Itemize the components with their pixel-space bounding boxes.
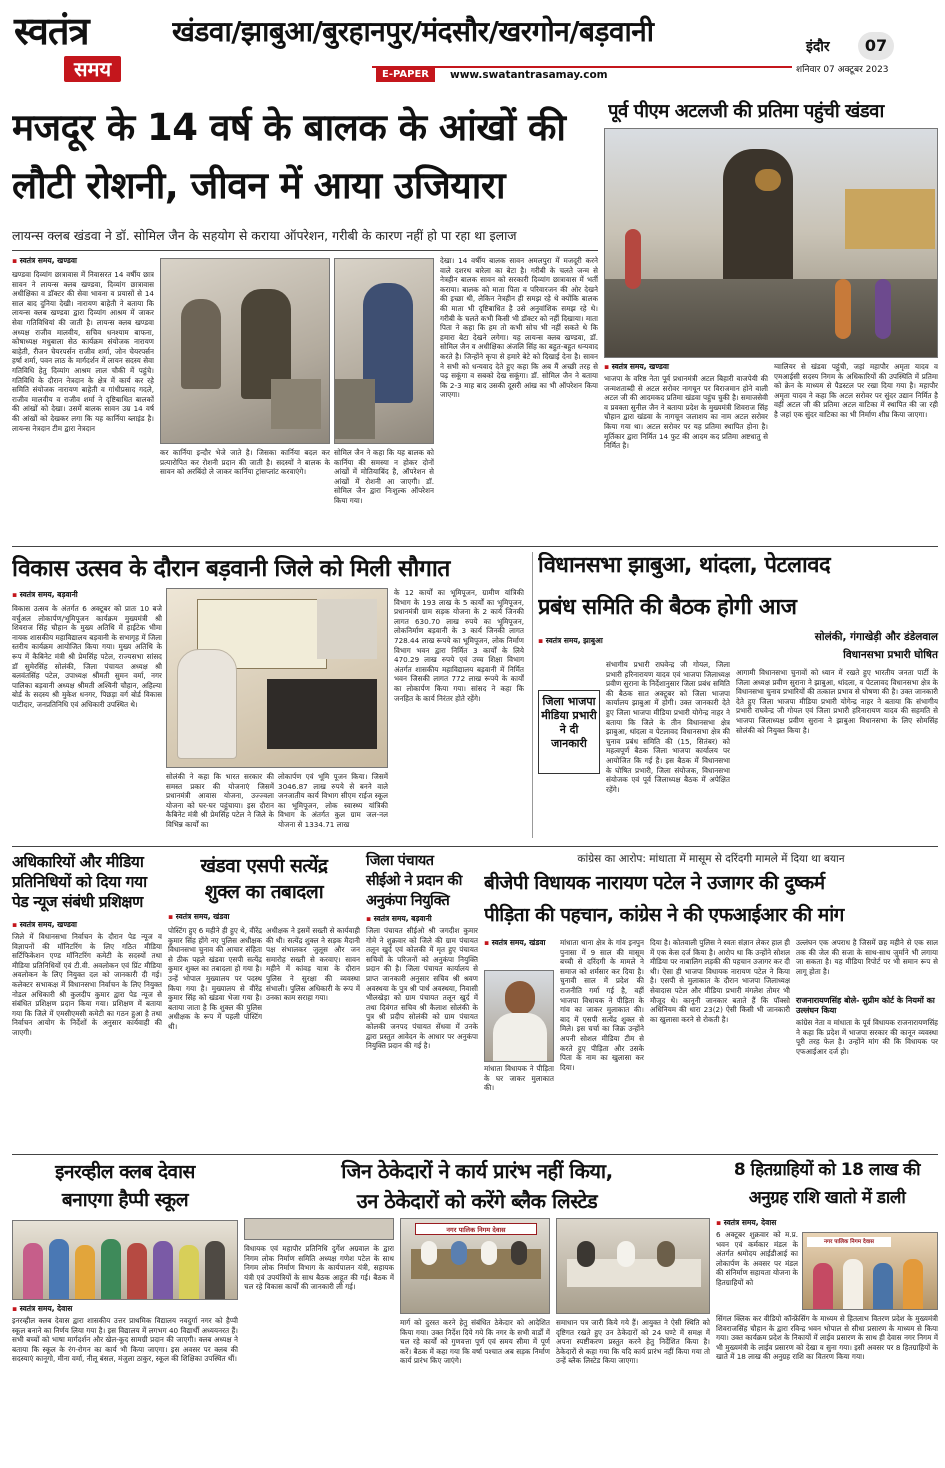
atal-headline: पूर्व पीएम अटलजी की प्रतिमा पहुंची खंडवा — [608, 101, 884, 122]
panchayat-headline-line1: जिला पंचायत — [366, 853, 434, 869]
blacklist-photo-right — [556, 1218, 710, 1314]
sp-column-2: अधीक्षक ने इसमें सख्ती से कार्यवाही की थी। सत्येंद्र शुक्ल ने सड़क मैदानी पक्ष संभालकर जुलूस और जन समारोह सख्ती से करवाए। सावन महीने में कांवड़ यात्रा के दौरान पुलिस ने सुरक्षा की व्यवस्था संभाली। पुलिस अधिकारी के रूप में उनका काम सराहा गया। — [266, 926, 360, 1003]
sp-headline-line1: खंडवा एसपी सत्येंद्र — [200, 855, 328, 877]
blacklist-column-1: विधायक एवं महापौर प्रतिनिधि दुर्गेश अग्रवाल के द्वारा निगम लोक निर्माण समिति अध्यक्ष गणेश पटेल के साथ निगम लोक निर्माण विभाग के कार्यपालन यंत्री, सहायक यंत्री एवं उपयंत्रियों के साथ बैठक आहूत की गई। बैठक में चल रहे विकास कार्यों की जानकारी ली गई। — [244, 1244, 394, 1292]
page-number: 07 — [858, 32, 894, 60]
atal-statue-photo — [604, 128, 938, 358]
lead-caption-left: कर कार्निया इन्दौर भेजे जाते है। जिसका कार्निया बदल कर प्रत्यारोपित कर रोशनी प्रदान की जाती है। सदस्यों ने बालक के सावन को अरबिंदो ले जाकर कार्निया ट्रांसप्लांट करवाएंगे। — [160, 448, 330, 477]
atal-column-1: भाजपा के वरिष्ठ नेता पूर्व प्रधानमंत्री अटल बिहारी वाजपेयी की जन्मशताब्दी से अटल सरोवर नागचून पर विराजमान होने वाली अटल जी की आदमकद प्रतिमा खंडवा पहुंच चुकी है। समाजसेवी व प्रवक्ता सुनील जैन ने बताया प्रदेश के मुख्यमंत्री शिवराज सिंह चौहान द्वारा खंडवा के नागचून जलाशय का नाम अटल सरोवर किया गया था। अटल सरोवर पर यह प्रतिमा स्थापित होना है। मूर्तिकार द्वारा निर्मित 14 फुट की आदम कद प्रतिमा अष्टधातु से निर्मित है। — [604, 374, 768, 451]
vikas-column-2: के 12 कार्यों का भूमिपूजन, ग्रामीण यांत्रिकी विभाग के 193 लाख के 5 कार्यों का भूमिपूजन, प्रधानमंत्री ग्राम सड़क योजना के 2 कार्य जिनकी लागत 630.70 लाख रुपये का भूमिपूजन, लोकनिर्माण बड़वानी के 3 कार्य जिनकी लागत 728.44 लाख रूपये का भूमिपूजन, लोक निर्माण विभाग भवन द्वारा निर्मित 3 कार्यों के लिये 470.29 लाख रुपये एवं उच्च शिक्षा विभाग अंतर्गत शासकीय महाविद्यालय बड़वानी में निर्मित भवन जिसकी लागत 772 लाख रूपये के कार्यों का लोकार्पण किया गया। सांसद ने कहा कि जनहित के कार्य निरंतर होते रहेंगे। — [394, 588, 524, 703]
atal-byline: ▪ स्वतंत्र समय, खण्डवा — [604, 362, 764, 372]
congress-kicker: कांग्रेस का आरोप: मांधाता में मासूम से दरिंदगी मामले में दिया था बयान — [577, 853, 845, 865]
atal-column-2: ग्वालियर से खंडवा पहुंची, जहां महापौर अमृता यादव व एमआईसी सदस्य निगम के अधिकारियों की उपस्थिति में प्रतिमा को क्रेन के माध्यम से पैडस्टल पर रखा दिया गया है। महापौर अमृता यादव ने कहा कि अटल सरोवर पर सुंदर उद्यान निर्मित है वहीं अटल जी की प्रतिमा अटल वाटिका में स्थापित की जा रही है जहां एक सुंदर वाटिका का भी निर्माण शीघ्र किया जाएगा। — [774, 362, 938, 419]
vikas-divider — [532, 552, 533, 838]
lead-column-2: देखा। 14 वर्षीय बालक सावन अमलपुरा में मजदूरी करने वाले दशरथ बारेला का बेटा है। गरीबी के चलते जन्म से नेत्रहीन बालक सावन को सरकारी दिव्यांग छात्रावास में भर्ती कराया। बालक को माता पिता व परिवारजन की ओर देखने की इच्छा थी, लेकिन नेत्रहीन ही समझ रहे थे क्योंकि बालक की माता भी दृष्टिबाधित है उसे अनुवांशिक समझ रहे थे। गरीबी के चलते कभी किसी भी डॉक्टर को नहीं दिखाया। माता पिता ने कहा कि हम तो कभी सोच भी नहीं सकते थे कि हमारा बेटा देखने लगेगा। यह लायन्स क्लब खण्डवा, डॉ. सोमिल जैन व अधीक्षिका अंजलि सिंह का बहुत-बहुत धन्यवाद करते है। जिन्होंने कृपा से हमारे बेटे को दिखाई देना है। सावन ने सभी को धन्यवाद देते हुए कहा कि अब मैं अच्छी तरह से पढ़ सकूंगा व सबको देख सकूंगा। डॉ. सोमिल जैन ने बताया कि 2-3 माह बाद उसकी दूसरी आंख का भी ऑपरेशन किया जाएगा। — [440, 256, 598, 400]
sp-column-1: पोस्टिंग हुए 6 महीने ही हुए थे, वीरेंद्र कुमार सिंह होंगे नए पुलिस अधीक्षक विधानसभा चुनाव की आचार संहिता से ठीक पहले खंडवा एसपी सत्येंद्र कुमार शुक्ल का तबादला हो गया है। उन्हें भोपाल मुख्यालय पर पदस्थ किया गया है। मुख्यालय से वीरेंद्र कुमार सिंह को खंडवा भेजा गया है। बताया जाता है कि शुक्ल की पुलिस अधीक्षक के रूप में पहली पोस्टिंग थी। — [168, 926, 262, 1031]
hitgrahi-column-1: 6 अक्टूबर शुक्रवार को म.प्र. भवन एवं कर्मकार मंडल के अंतर्गत श्रमोदय आईडीआई का लोकार्पण के अवसर पर मंडल की संनिर्माण सहायता योजना के हितग्राहियों को — [716, 1230, 798, 1287]
issue-date: शनिवार 07 अक्टूबर 2023 — [796, 65, 889, 75]
vidhansabha-box: जिला भाजपा मीडिया प्रभारी ने दी जानकारी — [538, 690, 600, 774]
blacklist-meeting-photo — [400, 1218, 550, 1314]
section-rule-3 — [12, 1154, 938, 1155]
blacklist-headline-line2: उन ठेकेदारों को करेंगे ब्लैक लिस्टेड — [356, 1189, 598, 1213]
congress-headline-line2: पीड़िता की पहचान, कांग्रेस ने की एफआईआर की मांग — [484, 904, 844, 926]
inner-byline: ▪ स्वतंत्र समय, देवास — [12, 1304, 132, 1314]
vikas-photo — [166, 588, 388, 768]
media-headline: अधिकारियों और मीडिया प्रतिनिधियों को दिया गया पेड न्यूज संबंधी प्रशिक्षण — [12, 853, 147, 911]
lead-photo-right — [334, 258, 434, 444]
blacklist-column-3: समाधान पत्र जारी किये गये हैं। आयुक्त ने ऐसी स्थिति को दृष्टिगत रखते हुए उन ठेकेदारों को 24 घण्टे में समक्ष में अपना स्पष्टीकरण प्रस्तुत करने हेतु निर्देशित किया है। ठेकेदारों से कहा गया कि यदि कार्य प्रारंभ नहीं किया गया तो उन्हें ब्लैक लिस्टेड किया जाएगा। — [556, 1318, 710, 1366]
panchayat-byline: ▪ स्वतंत्र समय, बड़वानी — [366, 914, 478, 924]
hitgrahi-headline-line2: अनुग्रह राशि खातो में डाली — [748, 1188, 906, 1208]
section-rule-2 — [12, 846, 938, 847]
logo-bottom: समय — [64, 56, 121, 82]
panchayat-body: जिला पंचायत सीईओ श्री जगदीश कुमार गोमे ने शुक्रवार को जिले की ग्राम पंचायत तलून खुर्द एवं कोलकी में मृत हुए पंचायत सचिवों के परिजनों को अनुकंपा नियुक्ति प्रदान की है। जिला पंचायत कार्यालय से प्राप्त जानकारी अनुसार सचिव श्री श्रवण अवस्थया के पुत्र श्री पार्थ अवस्थया, निवासी भीलखेड़ा को ग्राम पंचायत तलून खुर्द में तथा दिवंगत सचिव श्री कैलाश सोलंकी के पुत्र श्री प्रदीप सोलंकी को ग्राम पंचायत कोलकी जनपद पंचायत सेंधवा में उनके द्वारा प्रस्तुत आवेदन के आधार पर अनुकंपा नियुक्ति प्रदान की गई है। — [366, 926, 478, 1051]
vidhansabha-headline-line1: विधानसभा झाबुआ, थांदला, पेटलावद — [538, 553, 831, 578]
sp-headline-line2: शुक्ल का तबादला — [204, 881, 324, 903]
hitgrahi-headline-line1: 8 हितग्राहियों को 18 लाख की — [733, 1160, 921, 1180]
edition-city: इंदौर — [806, 39, 830, 55]
sp-byline: ▪ स्वतंत्र समय, खंडवा — [168, 912, 348, 922]
inner-photo — [12, 1220, 238, 1300]
edition-cities: खंडवा/झाबुआ/बुरहानपुर/मंदसौर/खरगोन/बड़वानी — [172, 15, 654, 48]
vidhansabha-column-1: संभागीय प्रभारी राघवेन्द्र जी गोयल, जिला प्रभारी हरिनारायण यादव एवं भाजपा जिलाध्यक्ष प्रवीण सुराना के निर्देशानुसार जिला प्रबंध समिति की बैठक सात अक्टूबर को जिला भाजपा कार्यालय झाबुआ में होगी। उक्त जानकारी देते हुए जिला भाजपा मीडिया प्रभारी योगेन्द्र नाहर ने बताया कि जिले के तीन विधानसभा क्षेत्र झाबुआ, थांदला व पेटलावद विधानसभा क्षेत्र की चुनाव प्रबंध समिति की (15, सितंबर) को महत्वपूर्ण बैठक जिला भाजपा कार्यालय पर आयोजित कि गई है। इस बैठक में विधानसभा के घोषित प्रभारी, जिला संयोजक, विधानसभा संयोजक एवं पूर्व जिलाध्यक्ष बैठक में अपेक्षित रहेंगे। — [606, 660, 730, 794]
website-link[interactable]: www.swatantrasamay.com — [450, 69, 608, 81]
media-body: जिले में विधानसभा निर्वाचन के दौरान पेड न्यूज व विज्ञापनों की मॉनिटरिंग के लिए गठित मीडिया सर्टिफिकेशन एण्ड मॉनिटरिंग कमेटी के सदस्यों तथा मीडिया प्रतिनिधियों एवं टी.वी. अवलोकन एवं प्रिंट मीडिया अवलोकन के लिए नियुक्त दल को जानकारी दी गई। कलेक्टर सभाकक्ष में विधानसभा निर्वाचन के लिए नियुक्त नोडल अधिकारी श्री कुलदीप कुमार द्वारा पेड न्यूज से संबंधित प्रशिक्षण प्रदान किया गया। प्रशिक्षण में बताया गया कि जिले में एमसीएमसी कमेटी का गठन हुआ है तथा निर्वाचन आयोग के निर्देशों के अनुसार कार्यवाही की जाएगी। — [12, 932, 162, 1037]
congress-column-1: मांधाता थाना क्षेत्र के गांव इनपुन पुनासा में 9 साल की मासूम बच्ची से दरिंदगी के मामले ने समाज को शर्मसार कर दिया है। चुनावी साल में प्रदेश की राजनीति गर्मा गई है, वहीं भाजपा विधायक ने पीड़िता के गांव का जाकर मुलाकात की। बाद में एसपी सत्येंद्र शुक्ल से मिले। इस चर्चा का जिक्र उन्होंने अपनी सोशल मीडिया टीम से करते हुए पीड़िता और उसके पिता के नाम का खुलासा कर दिया। — [560, 938, 644, 1072]
congress-column-3-heading: राजनारायणसिंह बोले- सुप्रीम कोर्ट के नियमों का उल्लंघन किया — [796, 996, 935, 1015]
vidhansabha-subheadline-line1: सोलंकी, गंगाखेड़ी और डंडेलवाल — [814, 631, 938, 643]
blacklist-photo-banner: नगर पालिक निगम देवास — [415, 1223, 537, 1235]
hitgrahi-banner: नगर पालिक निगम देवास — [807, 1237, 891, 1247]
lead-headline-line1: मजदूर के 14 वर्ष के बालक के आंखों की — [12, 106, 566, 149]
logo-top: स्वतंत्र — [14, 9, 89, 53]
vidhansabha-subheadline-line2: विधानसभा प्रभारी घोषित — [843, 649, 938, 661]
panchayat-headline-line2: सीईओ ने प्रदान की — [366, 873, 462, 889]
hitgrahi-photo — [802, 1232, 938, 1310]
vidhansabha-byline: ▪ स्वतंत्र समय, झाबुआ — [538, 636, 718, 646]
vikas-byline: ▪ स्वतंत्र समय, बड़वानी — [12, 590, 162, 600]
vikas-caption-right: लोकार्पण एवं भूमि पूजन किया। जिसमें 3046.87 लाख रुपये से बनने वाले जनजातीय कार्य विभाग सीएम राईज स्कूल का भूमिपूजन, लोक स्वास्थ्य यांत्रिकी विभाग के अंतर्गत कुल ग्राम जल-नल योजना से 1334.71 लाख — [278, 772, 388, 829]
vikas-caption-left: सोलंकी ने कहा कि भारत सरकार की समस्त प्रकार की योजनाएं जिसमें प्रधानमंत्री आवास योजना, उज्ज्वला योजना को घर-घर पहुंचाया। इस दौरान कैबिनेट मंत्री श्री प्रेमसिंह पटेल ने जिले के विभिन्न कार्यों का — [166, 772, 274, 829]
blacklist-photo-left — [244, 1218, 394, 1240]
lead-photo-left — [160, 258, 330, 444]
lead-headline-line2: लौटी रोशनी, जीवन में आया उजियारा — [12, 164, 506, 207]
logo — [14, 10, 164, 90]
blacklist-headline-line1: जिन ठेकेदारों ने कार्य प्रारंभ नहीं किया, — [341, 1159, 613, 1183]
congress-mla-photo — [484, 970, 554, 1062]
panchayat-headline-line3: अनुकंपा नियुक्ति — [366, 893, 450, 909]
hitgrahi-byline: ▪ स्वतंत्र समय, देवास — [716, 1218, 796, 1228]
congress-headline-line1: बीजेपी विधायक नारायण पटेल ने उजागर की दुष्कर्म — [484, 872, 825, 894]
epaper-label: E-PAPER — [376, 68, 435, 82]
vidhansabha-headline-line2: प्रबंध समिति की बैठक होगी आज — [538, 595, 797, 620]
section-rule-1 — [12, 546, 938, 547]
vikas-headline: विकास उत्सव के दौरान बड़वानी जिले को मिली सौगात — [12, 556, 450, 582]
hitgrahi-column-2: सिंगल क्लिक कर वीडियो कॉन्फ्रेंसिंग के माध्यम से हितलाभ वितरण प्रदेश के मुख्यमंत्री शिवराजसिंह चौहान के द्वारा रविन्द्र भवन भोपाल से सीधा प्रसारण के माध्यम से किया गया। उक्त कार्यक्रम प्रदेश के निकायों में लाईव प्रसारण के साथ ही देवास नगर निगम में भी मुख्यमंत्री के लाईव प्रसारण को देखा व सुना गया। इसी अवसर पर 8 हितग्राहियों के खाते में 18 लाख की अनुग्रह राशि का वितरण किया गया। — [716, 1314, 938, 1362]
vikas-column-1: विकास उत्सव के अंतर्गत 6 अक्टूबर को प्रातः 10 बजे वर्चुअल लोकार्पण/भूमिपूजन कार्यक्रम मुख्यमंत्री श्री शिवराज सिंह चौहान के मुख्य अतिथि में हाईटेक भीमा नायक शासकीय महाविद्यालय बड़वानी के सभागृह में जिला स्तरीय कार्यक्रम आयोजित किया गया। मुख्य अतिथि के रूप में कैबिनेट मंत्री श्री प्रेमसिंह पटेल, राज्यसभा सांसद डॉ सुमेरसिंह सोलंकी, जिला पंचायत अध्यक्ष श्री बलवंतसिंह पटेल, उपाध्यक्ष श्रीमती सुमन वर्मा, नगर पालिका बड़वानी अध्यक्ष श्रीमती अश्विनी चौहान, अहिल्या बोर्ड के सदस्य श्री मुकेश धनगर, पिछड़ा वर्ग बोर्ड विकास पाटीदार, जनप्रतिनिधि एवं अधिकारी उपस्थित थे। — [12, 604, 162, 709]
congress-byline: ▪ स्वतंत्र समय, खंडवा — [484, 938, 624, 948]
blacklist-column-2: मार्ग को दुरस्त करने हेतु संबंधित ठेकेदार को आदेशित किया गया। उक्त निर्देश दिये गये कि नगर के सभी वार्डों में चल रहे कार्यों को गुणवत्ता पूर्ण एवं समय सीमा में पूर्ण करें। बैठक में कहा गया कि वर्षा पश्चात अब सड़क निर्माण कार्य प्रारंभ किए जाएंगे। — [400, 1318, 550, 1366]
congress-column-3: उल्लंघन एक अपराध है जिसमें छह महीने से एक साल तक की जेल की सजा के साथ-साथ जुर्माने भी लगाया जा सकता है। यह मीडिया रिपोर्ट पर भी समान रूप से लागू होता है। — [796, 938, 938, 976]
lead-byline: ▪ स्वतंत्र समय, खण्डवा — [12, 256, 152, 266]
media-byline: ▪ स्वतंत्र समय, खण्डवा — [12, 920, 162, 930]
lead-subheadline: लायन्स क्लब खंडवा ने डॉ. सोमिल जैन के सहयोग से कराया ऑपरेशन, गरीबी के कारण नहीं हो पा रहा था इलाज — [12, 228, 517, 243]
inner-headline-line2: बनाएगा हैप्पी स्कूल — [61, 1189, 189, 1211]
congress-column-3-rest: कांग्रेस नेता व मांधाता के पूर्व विधायक राजनारायणसिंह ने कहा कि प्रदेश में भाजपा सरकार की कानून व्यवस्था पूरी तरह फेल है। उन्होंने मांग की कि विधायक पर एफआईआर दर्ज हो। — [796, 1018, 938, 1056]
masthead — [0, 0, 945, 96]
lead-column-1: खण्डवा दिव्यांग छात्रावास में निवासरत 14 वर्षीय छात्र सावन ने लायन्स क्लब खण्डवा, दिव्यांग छात्रावास अधीक्षिका व डॉक्टर की सेवा भावना व प्रयासों से 14 साल बाद दुनिया देखी। नारायण बाहेती ने बताया कि लायन्स क्लब खण्डवा द्वारा दिव्यांग आश्रम में जाकर सेवा गतिविधियां की जाती है। लायन्स क्लब खण्डवा अध्यक्ष राजीव मालवीय, सचिव धनश्याम बाफना, कोषाध्यक्ष मधुबाला सेठ कार्यक्रम संयोजक नारायण बाहेती, रीजन चेयरपर्सन राजीव शर्मा, जोन चेयरपर्सन हर्षा शर्मा, पवन लाठ के मार्गदर्शन में लायन सदस्य सेवा गतिविधि हेतु दिव्यांग आश्रम लाल चौकी में पहुंचे। गतिविधि के दौरान नेत्रदान के क्षेत्र में कार्य कर रहे समिति संयोजक नारायण बाहेती व गांधीप्रसाद गदले, राजीव मालवीय व राजीव शर्मा ने दृष्टिबाधित बालकों की आंखों को देखा। उसमें बालक सावन उम्र 14 वर्ष की आंखों को देखकर लगा कि यह कार्निया ब्लाइंड है। लायन्स नेत्रदान टीम द्वारा नेत्रदान — [12, 270, 154, 433]
inner-headline-line1: इनरव्हील क्लब देवास — [55, 1161, 195, 1183]
lead-rule — [12, 250, 598, 251]
inner-body: इनरव्हील क्लब देवास द्वारा शासकीय उत्तर प्राथमिक विद्यालय नवदुर्गा नगर को हैप्पी स्कूल बनाने का निर्णय लिया गया है। इस विद्यालय में लगभग 40 विद्यार्थी अध्ययनरत हैं। सभी बच्चों को भाषा मार्गदर्शन और खेल-कूद सामग्री प्रदान की जाएगी। क्लब अध्यक्ष ने बताया कि स्कूल के रंग-रोगन का कार्य भी किया जाएगा। इस अवसर पर क्लब की सदस्याएं कानूगो, मीना वर्मा, नीलू बंसल, मंजुला ठाकुर, स्कूल की शिक्षिका उपस्थित थीं। — [12, 1316, 238, 1364]
vidhansabha-column-2: आगामी विधानसभा चुनावों को ध्यान में रखते हुए भारतीय जनता पार्टी के जिला अध्यक्ष प्रवीण सुराना ने झाबुआ, थांदला, व पेटलावद विधानसभा क्षेत्र के विधानसभा चुनाव प्रभारियों की तत्काल प्रभाव से घोषणा की है। उक्त जानकारी देते हुए जिला भाजपा मीडिया प्रभारी योगेन्द्र नाहर ने बताया कि संभागीय प्रभारी राघवेन्द्र जी गोयल एवं जिला प्रभारी हरिनारायण यादव की सहमति से भाजपा जिलाध्यक्ष प्रवीण सुराना ने झाबुआ विधानसभा के लिए सोमसिंह सोलंकी को नियुक्त किया है। — [736, 668, 938, 735]
lead-caption-mid: सोमिल जैन ने कहा कि यह बालक को कार्निया की समस्या न होकर दोनों आंखों में मोतियाबिंद है, ऑपरेशन से आंखों में रोशनी आ जाएगी। डॉ. सोमिल जैन द्वारा निःशुल्क ऑपरेशन किया गया। — [334, 448, 434, 505]
congress-column-2: दिया है। कोतवाली पुलिस ने स्वतः संज्ञान लेकर हाल ही में एक केस दर्ज किया है। आरोप था कि उन्होंने सोशल मीडिया पर नाबालिग लड़की की पहचान उजागर कर दी थी। ऐसा ही भाजपा विधायक नारायण पटेल ने किया है। एसपी से मुलाकात के दौरान भाजपा जिलाध्यक्ष सेवादास पटेल और मीडिया प्रभारी मंगलेश तोमर भी मौजूद थे। कानूनी जानकार बताते हैं कि पॉक्सो अधिनियम की धारा 23(2) ऐसी किसी भी जानकारी का खुलासा करने से रोकती है। — [650, 938, 790, 1024]
congress-caption: मांधाता विधायक ने पीड़िता के घर जाकर मुलाकात की। — [484, 1064, 554, 1093]
